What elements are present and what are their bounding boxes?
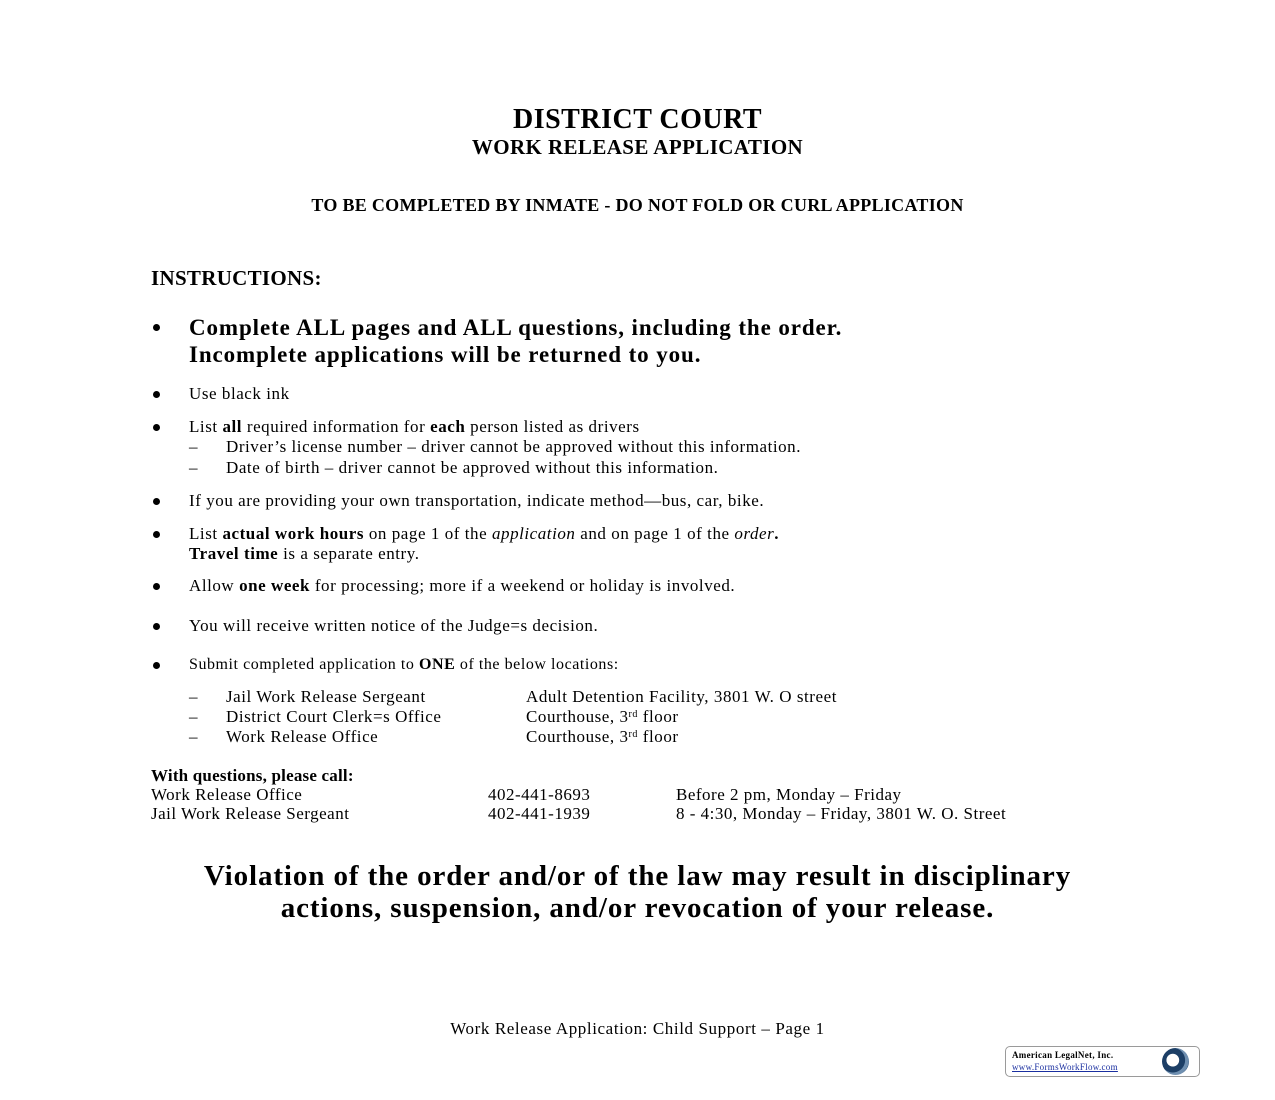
location-name: Jail Work Release Sergeant [226,687,426,706]
violation-warning: Violation of the order and/or of the law may result in disciplinary actions, suspension, and/or revocation of your release. [203,860,1072,924]
emphasis: application [491,524,576,543]
form-title: WORK RELEASE APPLICATION [471,135,804,159]
text: Courthouse, 3 [526,727,629,746]
instruction-line [189,524,779,544]
instructions-heading: INSTRUCTIONS: [151,266,322,290]
logo-company-name: American LegalNet, Inc. [1012,1050,1114,1060]
dash-icon: – [189,727,199,746]
text: List [189,417,223,436]
text: floor [637,707,679,726]
text: Submit completed application to [189,656,420,673]
instruction-work-hours [189,524,779,564]
dash-icon: – [189,437,199,456]
american-legalnet-logo[interactable] [1005,1046,1200,1077]
text: floor [637,727,679,746]
emphasis: each [430,417,466,436]
instruction-line: Complete ALL pages and ALL questions, including the order. [189,315,843,340]
driver-license-requirement: Driver’s license number – driver cannot be approved without this information. [226,437,802,456]
contact-hours: Before 2 pm, Monday – Friday [676,785,902,804]
dash-icon: – [189,458,199,477]
text: is a separate entry. [278,544,420,563]
text: for processing; more if a weekend or holiday is involved. [310,576,736,595]
emphasis: order [734,524,775,543]
instruction-line [189,544,779,564]
emphasis: actual work hours [222,524,365,543]
location-name: Work Release Office [226,727,379,746]
court-title: DISTRICT COURT [512,104,762,135]
location-address [526,727,679,747]
contacts-heading: With questions, please call: [151,766,354,785]
instruction-processing [189,576,735,596]
text: person listed as drivers [465,417,640,436]
contact-phone: 402-441-1939 [488,804,591,823]
text: List [189,524,223,543]
page-footer: Work Release Application: Child Support – Page 1 [450,1019,825,1038]
instruction-submit [189,655,619,675]
contact-hours: 8 - 4:30, Monday – Friday, 3801 W. O. Street [676,804,1007,823]
dash-icon: – [189,687,199,706]
inmate-notice: TO BE COMPLETED BY INMATE - DO NOT FOLD OR CURL APPLICATION [311,195,964,215]
dob-requirement: Date of birth – driver cannot be approved without this information. [226,458,719,477]
text: required information for [242,417,431,436]
location-address: Adult Detention Facility, 3801 W. O street [526,687,837,706]
emphasis: ONE [419,656,456,673]
dash-icon: – [189,707,199,726]
text: on page 1 of the [364,524,492,543]
text: . [774,524,780,543]
globe-icon [1162,1048,1189,1075]
contact-name: Jail Work Release Sergeant [151,804,350,823]
instruction-line: Incomplete applications will be returned to you. [189,342,702,367]
text: Courthouse, 3 [526,707,629,726]
instruction-transport: If you are providing your own transportation, indicate method—bus, car, bike. [189,491,765,510]
emphasis: all [222,417,243,436]
text: Allow [189,576,240,595]
logo-url-link[interactable]: www.FormsWorkFlow.com [1012,1062,1118,1072]
instruction-complete-all [189,314,842,368]
text: of the below locations: [455,656,619,673]
text: and on page 1 of the [575,524,735,543]
instruction-drivers [189,417,640,437]
ordinal-suffix: rd [628,729,638,740]
emphasis: Travel time [189,544,279,563]
ordinal-suffix: rd [628,709,638,720]
instruction-notice: You will receive written notice of the Judge=s decision. [189,616,599,635]
contact-phone: 402-441-8693 [488,785,591,804]
contact-name: Work Release Office [151,785,303,804]
emphasis: one week [239,576,311,595]
location-address [526,707,679,727]
location-name: District Court Clerk=s Office [226,707,442,726]
instruction-ink: Use black ink [189,384,290,403]
